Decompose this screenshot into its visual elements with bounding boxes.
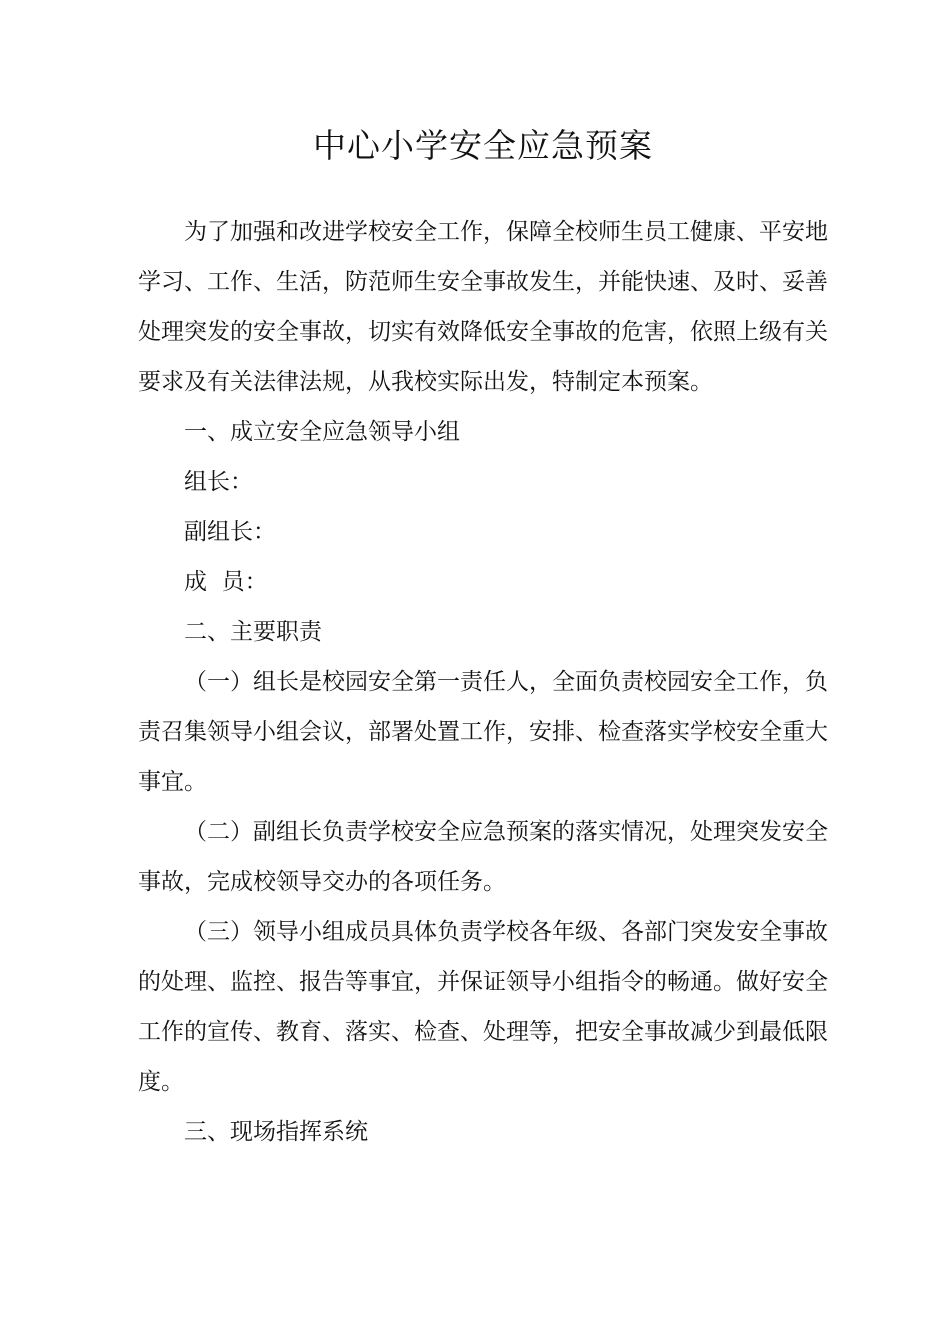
- duty-paragraph-2: （二）副组长负责学校安全应急预案的落实情况，处理突发安全事故，完成校领导交办的各项任务。: [138, 819, 828, 895]
- leader-line: 组长：: [184, 469, 253, 495]
- document-title: 中心小学安全应急预案: [313, 126, 653, 165]
- section-heading-1: 一、成立安全应急领导小组: [184, 419, 460, 445]
- document-body: [138, 207, 828, 1157]
- members-line: 成 员：: [184, 569, 268, 595]
- section-heading-2: 二、主要职责: [184, 619, 322, 645]
- section-heading-3: 三、现场指挥系统: [184, 1119, 368, 1145]
- duty-paragraph-3: （三）领导小组成员具体负责学校各年级、各部门突发安全事故的处理、监控、报告等事宜，并保证领导小组指令的畅通。做好安全工作的宣传、教育、落实、检查、处理等，把安全事故减少到最低限度。: [138, 919, 828, 1095]
- duty-paragraph-1: （一）组长是校园安全第一责任人，全面负责校园安全工作，负责召集领导小组会议，部署处置工作，安排、检查落实学校安全重大事宜。: [138, 669, 828, 795]
- deputy-leader-line: 副组长：: [184, 519, 276, 545]
- intro-paragraph: 为了加强和改进学校安全工作，保障全校师生员工健康、平安地学习、工作、生活，防范师生安全事故发生，并能快速、及时、妥善处理突发的安全事故，切实有效降低安全事故的危害，依照上级有关要求及有关法律法规，从我校实际出发，特制定本预案。: [138, 219, 828, 395]
